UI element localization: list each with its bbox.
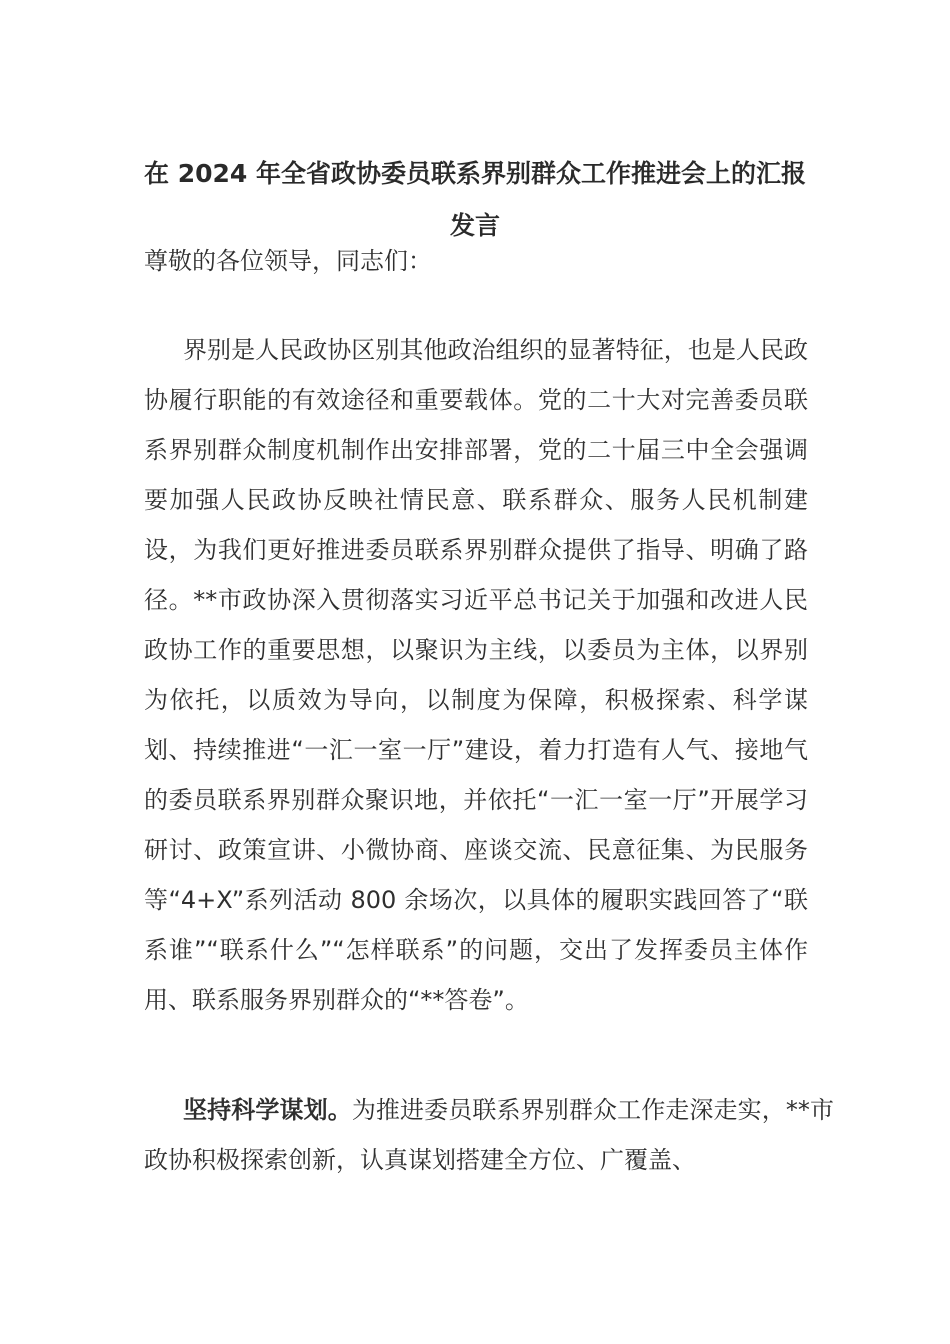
paragraph-body-text: 为推进委员联系界别群众工作走深走实，**市政协积极探索创新，认真谋划搭建全方位、广覆盖、 <box>144 1096 835 1174</box>
paragraph-planning <box>144 1085 834 1185</box>
salutation: 尊敬的各位领导，同志们： <box>144 247 432 275</box>
document-title: 在 2024 年全省政协委员联系界别群众工作推进会上的汇报发言 <box>144 159 806 240</box>
paragraph-lead-heading: 坚持科学谋划。 <box>183 1096 352 1124</box>
paragraph-intro: 界别是人民政协区别其他政治组织的显著特征，也是人民政协履行职能的有效途径和重要载体。党的二十大对完善委员联系界别群众制度机制作出安排部署，党的二十届三中全会强调要加强人民政协反映社情民意、联系群众、服务人民机制建设，为我们更好推进委员联系界别群众提供了指导、明确了路径。**市政协深入贯彻落实习近平总书记关于加强和改进人民政协工作的重要思想，以聚识为主线，以委员为主体，以界别为依托，以质效为导向，以制度为保障，积极探索、科学谋划、持续推进“一汇一室一厅”建设，着力打造有人气、接地气的委员联系界别群众聚识地，并依托“一汇一室一厅”开展学习研讨、政策宣讲、小微协商、座谈交流、民意征集、为民服务等“4+X”系列活动 800 余场次，以具体的履职实践回答了“联系谁”“联系什么”“怎样联系”的问题，交出了发挥委员主体作用、联系服务界别群众的“**答卷”。 <box>144 336 808 1014</box>
